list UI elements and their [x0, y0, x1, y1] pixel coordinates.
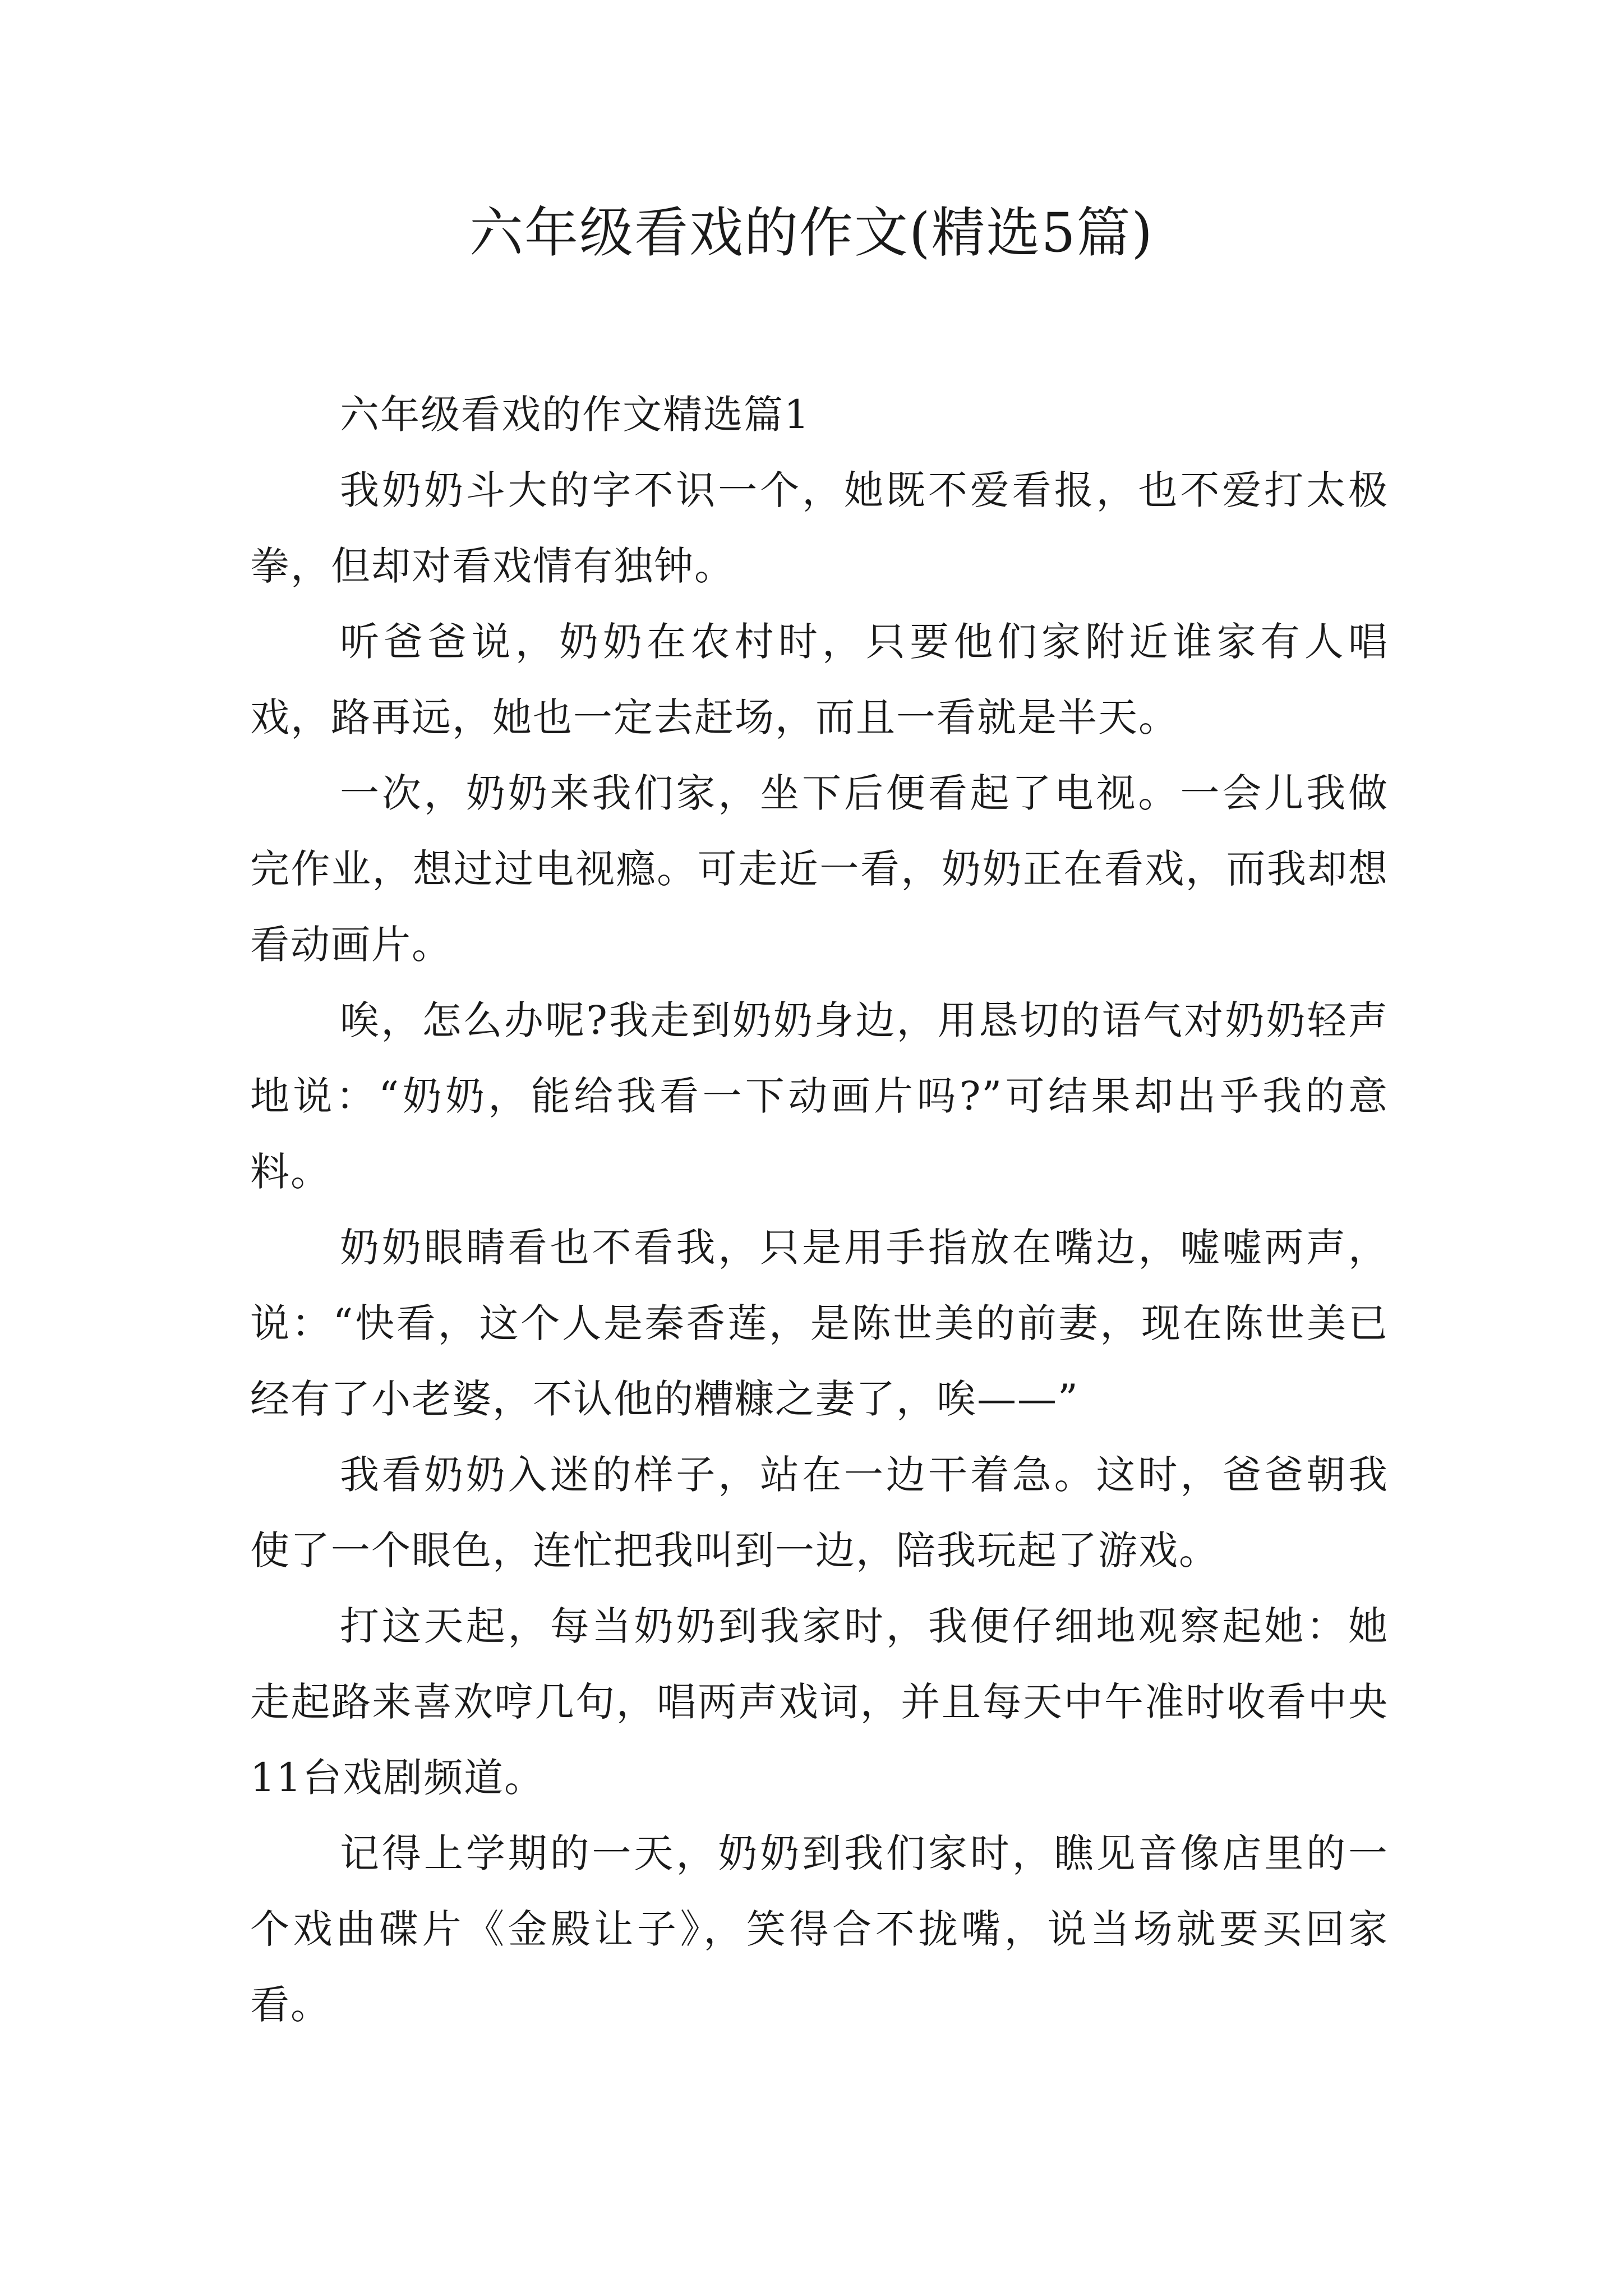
paragraph: 我看奶奶入迷的样子，站在一边干着急。这时，爸爸朝我使了一个眼色，连忙把我叫到一边，陪我玩起了游戏。: [250, 1452, 1389, 1573]
paragraph: 打这天起，每当奶奶到我家时，我便仔细地观察起她：她走起路来喜欢哼几句，唱两声戏词，并且每天中午准时收看中央11台戏剧频道。: [250, 1603, 1389, 1801]
paragraph: 唉，怎么办呢?我走到奶奶身边，用恳切的语气对奶奶轻声地说：“奶奶，能给我看一下动画片吗?”可结果却出乎我的意料。: [250, 997, 1389, 1195]
document-body: [250, 377, 1389, 2043]
paragraph: 记得上学期的一天，奶奶到我们家时，瞧见音像店里的一个戏曲碟片《金殿让子》，笑得合不拢嘴，说当场就要买回家看。: [250, 1830, 1389, 2028]
paragraph: 一次，奶奶来我们家，坐下后便看起了电视。一会儿我做完作业，想过过电视瘾。可走近一看，奶奶正在看戏，而我却想看动画片。: [250, 770, 1389, 968]
paragraph: 我奶奶斗大的字不识一个，她既不爱看报，也不爱打太极拳，但却对看戏情有独钟。: [250, 467, 1389, 589]
paragraph: 听爸爸说，奶奶在农村时，只要他们家附近谁家有人唱戏，路再远，她也一定去赶场，而且一看就是半天。: [250, 619, 1389, 740]
document-title: 六年级看戏的作文(精选5篇): [469, 201, 1154, 264]
section-heading: 六年级看戏的作文精选篇1: [340, 392, 810, 438]
paragraph: 奶奶眼睛看也不看我，只是用手指放在嘴边，嘘嘘两声，说：“快看，这个人是秦香莲，是陈世美的前妻，现在陈世美已经有了小老婆，不认他的糟糠之妻了，唉——”: [250, 1225, 1389, 1422]
